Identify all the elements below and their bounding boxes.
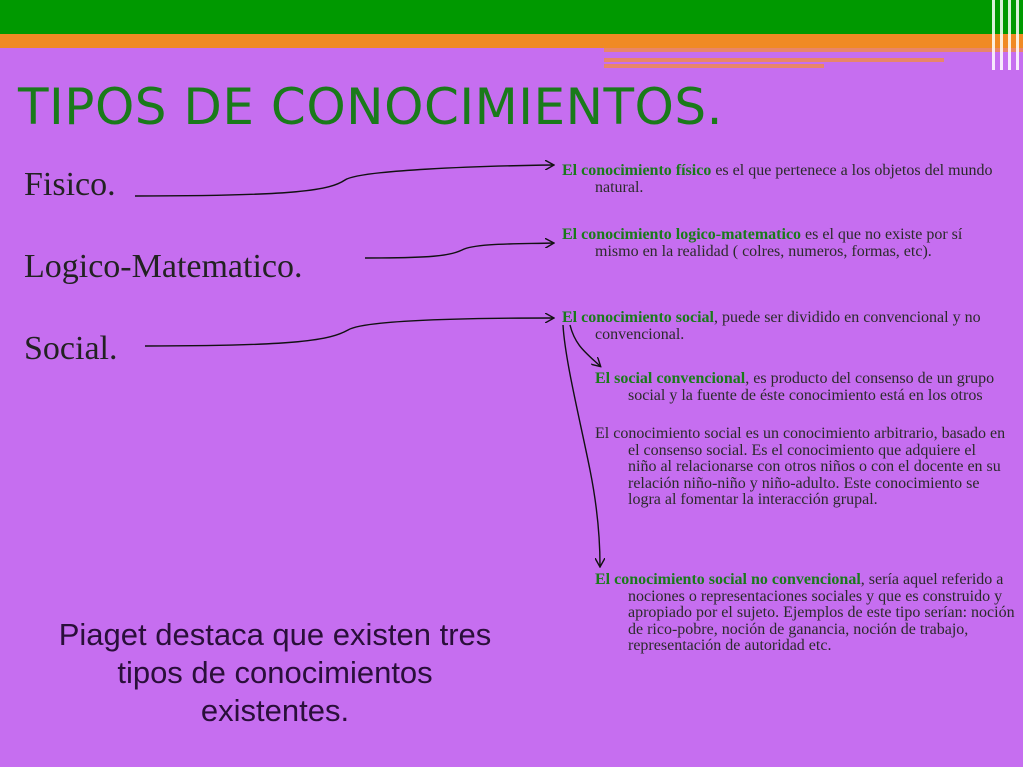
type-fisico: Fisico. [24, 166, 116, 203]
slide-title: TIPOS DE CONOCIMIENTOS. [18, 78, 724, 136]
definition-social-no-convencional: El conocimiento social no convencional, sería aquel referido a nociones o representaciones sociales y que es construido y apropiado por el sujeto. Ejemplos de este tipo serían: noción de rico-pobre, noción de ganancia, noción de trabajo, representación de autoridad etc. [595, 571, 1015, 654]
definition-social-convencional: El social convencional, es producto del consenso de un grupo social y la fuente de éste conocimiento está en los otros [595, 370, 995, 404]
definition-social-arbitrario: El conocimiento social es un conocimiento arbitrario, basado en el consenso social. Es el conocimiento que adquiere el niño al relacionarse con otros niños o con el docente en su relación niño-niño y niño-adulto. Este conocimiento se logra al fomentar la interacción grupal. [595, 425, 1006, 508]
arrow-social [145, 318, 553, 346]
arrow-fisico [135, 165, 553, 196]
arrow-logico [365, 243, 553, 258]
definition-logico-matematico: El conocimiento logico-matematico es el que no existe por sí mismo en la realidad ( colres, numeros, formas, etc). [562, 226, 963, 260]
type-social: Social. [24, 330, 118, 367]
type-logico-matematico: Logico-Matematico. [24, 248, 303, 285]
definition-fisico: El conocimiento físico es el que pertenece a los objetos del mundo natural. [562, 162, 993, 196]
definition-social: El conocimiento social, puede ser dividido en convencional y no convencional. [562, 309, 981, 343]
piaget-note: Piaget destaca que existen tres tipos de conocimientos existentes. [58, 617, 492, 728]
